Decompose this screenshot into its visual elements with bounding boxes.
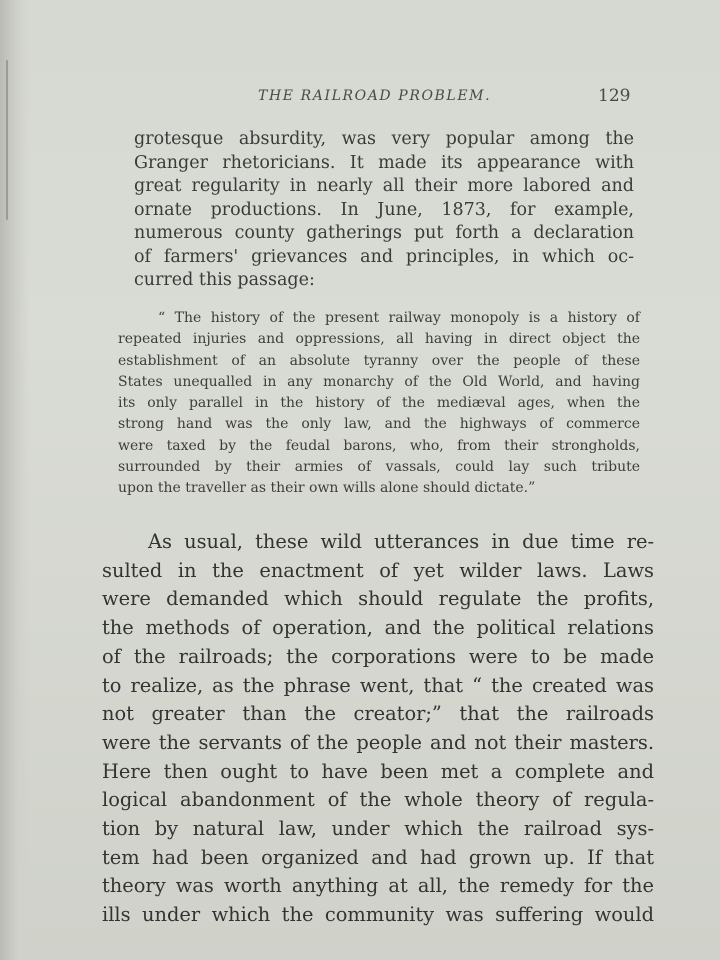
text-line: logical abandonment of the whole theory of regula- — [102, 788, 654, 812]
quote-line: strong hand was the only law, and the highways of commerce — [118, 416, 640, 433]
text-line: were demanded which should regulate the profits, — [102, 587, 654, 611]
text-line: sulted in the enactment of yet wilder laws. Laws — [102, 558, 654, 582]
quote-line: repeated injuries and oppressions, all having in direct object the — [118, 331, 640, 348]
page-crease — [6, 60, 8, 220]
text-line: to realize, as the phrase went, that “ the created was — [102, 673, 654, 697]
text-line: of farmers' grievances and principles, in which oc- — [134, 246, 634, 267]
page-edge-shadow — [0, 0, 30, 960]
text-line: Here then ought to have been met a complete and — [102, 759, 654, 783]
text-line: the methods of operation, and the political relations — [102, 616, 654, 640]
quote-line: upon the traveller as their own wills alone should dictate.” — [118, 480, 536, 497]
text-line: Granger rhetoricians. It made its appearance with — [134, 152, 634, 173]
text-line: ills under which the community was suffering would — [102, 903, 654, 927]
text-line: numerous county gatherings put forth a declaration — [134, 223, 634, 243]
quote-line: establishment of an absolute tyranny over the people of these — [118, 352, 640, 369]
quote-line: were taxed by the feudal barons, who, from their strongholds, — [118, 437, 640, 454]
paragraph-top — [134, 128, 634, 293]
page-number: 129 — [598, 86, 631, 106]
text-line: As usual, these wild utterances in due time re- — [148, 530, 654, 553]
paragraph-bottom — [102, 528, 654, 930]
text-line: not greater than the creator;” that the railroads — [102, 702, 654, 726]
text-line: great regularity in nearly all their more labored and — [134, 176, 634, 196]
text-line: tion by natural law, under which the railroad sys- — [102, 817, 654, 841]
text-line: were the servants of the people and not their masters. — [102, 730, 654, 754]
block-quote — [118, 308, 640, 500]
quote-line: surrounded by their armies of vassals, could lay such tribute — [118, 459, 640, 476]
quote-line: its only parallel in the history of the mediæval ages, when the — [118, 395, 640, 412]
text-line: grotesque absurdity, was very popular among the — [134, 129, 634, 149]
text-line: curred this passage: — [134, 270, 315, 290]
quote-line: “ The history of the present railway monopoly is a history of — [158, 310, 640, 326]
text-line: tem had been organized and had grown up. If that — [102, 845, 654, 869]
running-title: THE RAILROAD PROBLEM. — [258, 88, 492, 104]
text-line: of the railroads; the corporations were to be made — [102, 644, 654, 668]
text-line: ornate productions. In June, 1873, for example, — [134, 199, 634, 220]
text-line: theory was worth anything at all, the remedy for the — [102, 874, 654, 898]
running-head — [0, 88, 720, 112]
quote-line: States unequalled in any monarchy of the Old World, and having — [118, 373, 640, 390]
